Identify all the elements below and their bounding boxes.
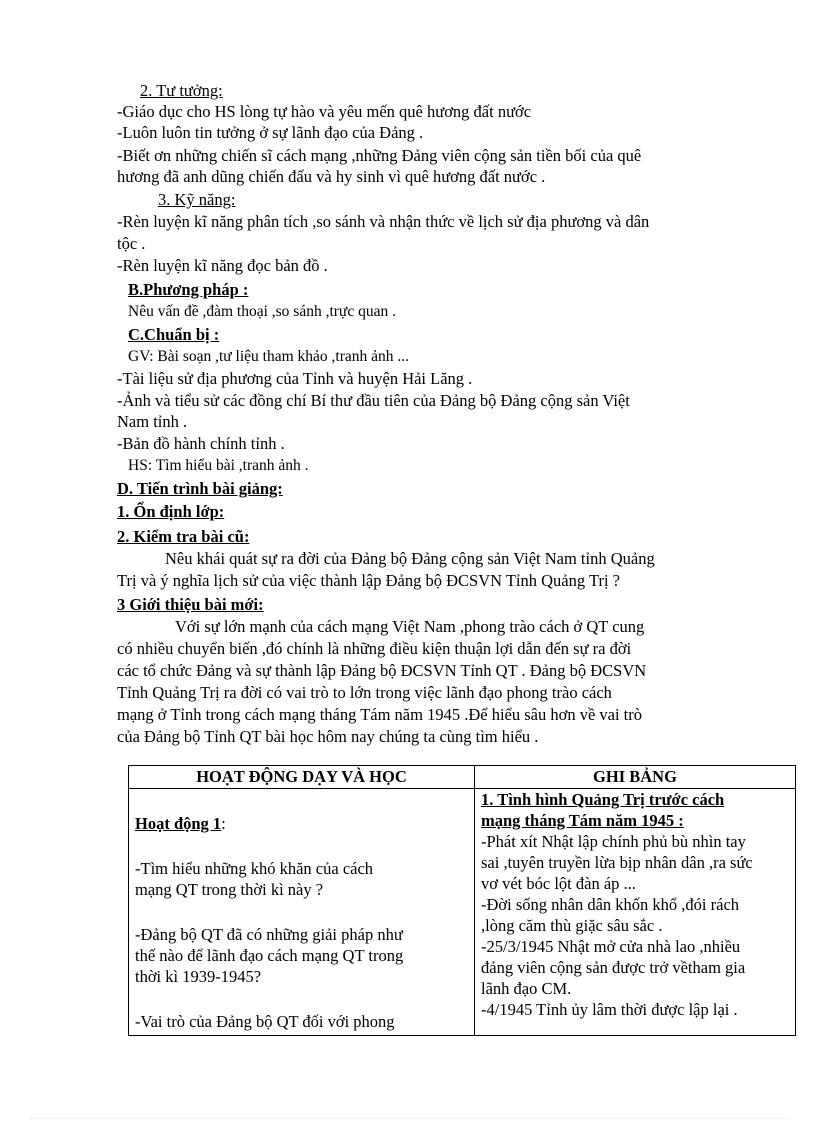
step-3-line: có nhiều chuyển biến ,đó chính là những điều kiện thuận lợi dẫn đến sự ra đời bbox=[117, 639, 632, 658]
section-c-line: -Ảnh và tiểu sử các đồng chí Bí thư đầu tiên của Đảng bộ Đảng cộng sản Việt bbox=[117, 391, 630, 410]
header-board-notes: GHI BẢNG bbox=[475, 766, 796, 789]
board-note-line: ,lòng căm thù giặc sâu sắc . bbox=[481, 916, 663, 935]
section-2-heading: 2. Tư tưởng: bbox=[140, 81, 223, 100]
lesson-table bbox=[128, 765, 796, 1036]
board-note-line: -Đời sống nhân dân khốn khổ ,đói rách bbox=[481, 895, 740, 914]
question-2: thời kì 1939-1945? bbox=[135, 967, 262, 986]
section-d-heading: D. Tiến trình bài giảng: bbox=[117, 479, 283, 498]
section-c-line: Nam tỉnh . bbox=[117, 412, 188, 431]
step-3-line: của Đảng bộ Tỉnh QT bài học hôm nay chúng ta cùng tìm hiểu . bbox=[117, 727, 539, 746]
step-3-line: Tỉnh Quảng Trị ra đời có vai trò to lớn trong việc lãnh đạo phong trào cách bbox=[117, 683, 612, 702]
activity-cell bbox=[129, 789, 475, 1036]
table-header-row bbox=[129, 766, 796, 789]
step-3-heading: 3 Giới thiệu bài mới: bbox=[117, 595, 264, 614]
section-3-line: -Rèn luyện kĩ năng phân tích ,so sánh và nhận thức về lịch sử địa phương và dân bbox=[117, 212, 650, 231]
section-3-heading: 3. Kỹ năng: bbox=[158, 190, 236, 209]
section-2-line: -Biết ơn những chiến sĩ cách mạng ,những Đảng viên cộng sản tiền bối của quê bbox=[117, 146, 642, 165]
section-b-text: Nêu vấn đề ,đàm thoại ,so sánh ,trực quan . bbox=[128, 303, 396, 320]
page-bottom-divider bbox=[30, 1118, 790, 1120]
section-2-line: -Luôn luôn tin tưởng ở sự lãnh đạo của Đảng . bbox=[117, 123, 424, 142]
section-c-heading: C.Chuẩn bị : bbox=[128, 325, 220, 344]
board-section-title: mạng tháng Tám năm 1945 : bbox=[481, 811, 684, 830]
board-section-title: 1. Tình hình Quảng Trị trước cách bbox=[481, 790, 725, 809]
section-2-line: hương đã anh dũng chiến đấu và hy sinh vì quê hương đất nước . bbox=[117, 167, 546, 186]
board-notes-cell bbox=[475, 789, 796, 1036]
board-note-line: vơ vét bóc lột đàn áp ... bbox=[481, 874, 636, 893]
question-2: -Đảng bộ QT đã có những giải pháp như bbox=[135, 925, 403, 944]
section-2-line: -Giáo dục cho HS lòng tự hào và yêu mến quê hương đất nước bbox=[117, 102, 532, 121]
activity-heading: Hoạt động 1: bbox=[135, 814, 226, 833]
question-1: mạng QT trong thời kì này ? bbox=[135, 880, 324, 899]
section-c-line: GV: Bài soạn ,tư liệu tham khảo ,tranh ảnh ... bbox=[128, 348, 410, 365]
step-3-line: các tổ chức Đảng và sự thành lập Đảng bộ ĐCSVN Tỉnh QT . Đảng bộ ĐCSVN bbox=[117, 661, 647, 680]
section-3-line: -Rèn luyện kĩ năng đọc bản đồ . bbox=[117, 256, 328, 275]
section-b-heading: B.Phương pháp : bbox=[128, 280, 249, 299]
step-2-heading: 2. Kiểm tra bài cũ: bbox=[117, 527, 250, 546]
question-3: -Vai trò của Đảng bộ QT đối với phong bbox=[135, 1012, 395, 1031]
section-c-line: HS: Tìm hiểu bài ,tranh ảnh . bbox=[128, 457, 309, 474]
board-note-line: -25/3/1945 Nhật mở cửa nhà lao ,nhiều bbox=[481, 937, 741, 956]
board-note-line: đảng viên cộng sản được trở vềtham gia bbox=[481, 958, 746, 977]
board-note-line: lãnh đạo CM. bbox=[481, 979, 572, 998]
question-1: -Tìm hiểu những khó khăn của cách bbox=[135, 859, 374, 878]
table-row bbox=[129, 789, 796, 1036]
question-2: thế nào để lãnh đạo cách mạng QT trong bbox=[135, 946, 404, 965]
section-c-line: -Bản đồ hành chính tỉnh . bbox=[117, 434, 285, 453]
section-c-line: -Tài liệu sử địa phương của Tỉnh và huyện Hải Lăng . bbox=[117, 369, 473, 388]
board-note-line: sai ,tuyên truyền lừa bịp nhân dân ,ra sức bbox=[481, 853, 753, 872]
header-teaching-activities: HOẠT ĐỘNG DẠY VÀ HỌC bbox=[129, 766, 475, 789]
step-1-heading: 1. Ổn định lớp: bbox=[117, 502, 225, 521]
board-note-line: -4/1945 Tỉnh ủy lâm thời được lập lại . bbox=[481, 1000, 738, 1019]
step-3-line: Với sự lớn mạnh của cách mạng Việt Nam ,phong trào cách ở QT cung bbox=[175, 617, 645, 636]
section-3-line: tộc . bbox=[117, 234, 146, 253]
step-2-line: Trị và ý nghĩa lịch sử của việc thành lập Đảng bộ ĐCSVN Tỉnh Quảng Trị ? bbox=[117, 571, 620, 590]
board-note-line: -Phát xít Nhật lập chính phủ bù nhìn tay bbox=[481, 832, 746, 851]
step-3-line: mạng ở Tỉnh trong cách mạng tháng Tám năm 1945 .Để hiểu sâu hơn về vai trò bbox=[117, 705, 643, 724]
step-2-line: Nêu khái quát sự ra đời của Đảng bộ Đảng cộng sản Việt Nam tỉnh Quảng bbox=[165, 549, 655, 568]
